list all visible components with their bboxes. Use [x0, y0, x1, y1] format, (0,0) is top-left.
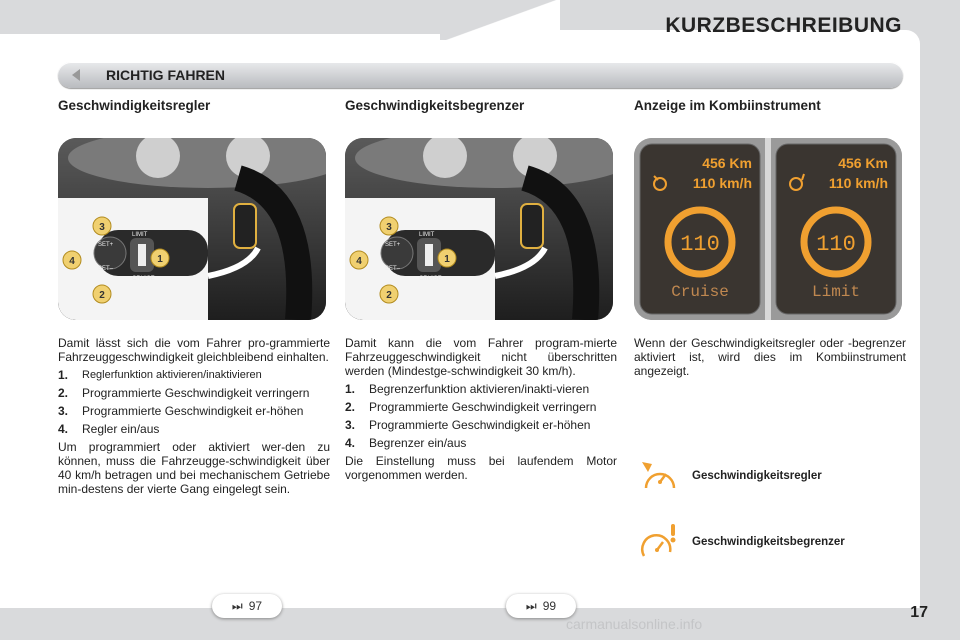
speed-limiter-icon — [640, 524, 680, 560]
section-banner — [58, 62, 903, 88]
badge-3: 3 — [99, 222, 105, 233]
item-text: Regler ein/aus — [82, 422, 160, 436]
intro-text: Damit lässt sich die vom Fahrer pro-grammierte Fahrzeuggeschwindigkeit gleichbleibend einhalten. — [58, 336, 330, 364]
column-speed-limiter — [345, 98, 617, 486]
item-number: 3. — [345, 418, 356, 432]
cruise-label: CRUISE — [132, 276, 155, 282]
steering-stalk-illustration — [345, 138, 613, 320]
intro-text: Wenn der Geschwindigkeitsregler oder -begrenzer aktiviert ist, wird dies im Kombiinstrument angezeigt. — [634, 336, 906, 378]
lcd-mode-right: Limit — [811, 283, 861, 301]
item-text: Programmierte Geschwindigkeit verringern — [82, 386, 310, 400]
column-instrument-display — [634, 98, 906, 382]
watermark: carmanualsonline.info — [566, 616, 703, 632]
item-number: 1. — [58, 368, 69, 382]
item-number: 1. — [345, 382, 356, 396]
column-heading: Anzeige im Kombiinstrument — [634, 98, 821, 113]
item-text: Programmierte Geschwindigkeit er-höhen — [82, 404, 304, 418]
steering-stalk-photo — [58, 138, 326, 320]
badge-3: 3 — [386, 222, 392, 233]
page-ref-number: 99 — [542, 599, 557, 613]
set-plus-label: SET+ — [98, 242, 114, 248]
banner-arrow-icon — [72, 69, 80, 81]
item-text: Begrenzer ein/aus — [369, 436, 467, 450]
lcd-speed-left: 110 km/h — [692, 175, 752, 191]
outro-text: Um programmiert oder aktiviert wer-den zu können, muss die Fahrzeugge-schwindigkeit über 40 km/h betragen und bei mechanischem Getriebe min-destens der vierte Gang eingelegt sein. — [58, 440, 330, 496]
item-text: Reglerfunktion aktivieren/inaktivieren — [82, 369, 262, 381]
limit-label: LIMIT — [132, 232, 148, 238]
fast-forward-icon: ⏭ — [231, 598, 243, 613]
steering-stalk-photo — [345, 138, 613, 320]
lcd-ring-value-left: 110 — [680, 232, 720, 257]
cruise-control-icon — [640, 458, 680, 494]
set-minus-label: SET– — [98, 266, 114, 272]
instrument-display-photo — [634, 138, 902, 320]
item-number: 2. — [58, 386, 69, 400]
legend-cruise-control — [640, 458, 920, 494]
lcd-speed-right: 110 km/h — [828, 175, 888, 191]
section-banner-label: RICHTIG FAHREN — [106, 67, 225, 83]
page-ref-97-button[interactable] — [212, 594, 282, 618]
legend-label: Geschwindigkeitsbegrenzer — [692, 536, 845, 548]
column-text — [634, 336, 906, 378]
column-text — [345, 336, 617, 482]
list-item — [345, 418, 617, 432]
list-item — [345, 436, 617, 450]
list-item — [58, 386, 330, 400]
badge-2: 2 — [99, 290, 105, 301]
item-number: 3. — [58, 404, 69, 418]
page-title: KURZBESCHREIBUNG — [665, 14, 902, 37]
page-number: 17 — [910, 604, 928, 621]
badge-1: 1 — [444, 254, 450, 265]
column-heading: Geschwindigkeitsbegrenzer — [345, 98, 525, 113]
badge-4: 4 — [356, 256, 362, 267]
list-item — [58, 422, 330, 436]
item-number: 4. — [345, 436, 356, 450]
list-item — [345, 382, 617, 396]
page-ref-99-button[interactable] — [506, 594, 576, 618]
column-cruise-control — [58, 98, 330, 500]
legend-label: Geschwindigkeitsregler — [692, 470, 822, 482]
item-text: Begrenzerfunktion aktivieren/inakti-vieren — [369, 382, 590, 396]
lcd-mode-left: Cruise — [671, 283, 729, 301]
item-number: 4. — [58, 422, 69, 436]
badge-1: 1 — [157, 254, 163, 265]
outro-text: Die Einstellung muss bei laufendem Motor vorgenommen werden. — [345, 454, 617, 482]
item-number: 2. — [345, 400, 356, 414]
list-item — [345, 400, 617, 414]
instrument-display-illustration — [634, 138, 902, 320]
fast-forward-icon: ⏭ — [525, 598, 537, 613]
tab-slope — [440, 0, 560, 40]
column-text — [58, 336, 330, 496]
set-plus-label: SET+ — [385, 242, 401, 248]
list-item — [58, 368, 330, 382]
limit-label: LIMIT — [419, 232, 435, 238]
legend-speed-limiter — [640, 524, 920, 560]
lcd-distance-right: 456 Km — [838, 155, 888, 171]
badge-2: 2 — [386, 290, 392, 301]
item-text: Programmierte Geschwindigkeit verringern — [369, 400, 597, 414]
set-minus-label: SET– — [385, 266, 401, 272]
steering-stalk-illustration — [58, 138, 326, 320]
lcd-distance-left: 456 Km — [702, 155, 752, 171]
column-heading: Geschwindigkeitsregler — [58, 98, 211, 113]
intro-text: Damit kann die vom Fahrer program-mierte Fahrzeuggeschwindigkeit nicht überschritten werden (Mindestge-schwindigkeit 30 km/h). — [345, 336, 617, 378]
page-ref-number: 97 — [248, 599, 263, 613]
lcd-ring-value-right: 110 — [816, 232, 856, 257]
cruise-label: CRUISE — [419, 276, 442, 282]
badge-4: 4 — [69, 256, 75, 267]
item-text: Programmierte Geschwindigkeit er-höhen — [369, 418, 591, 432]
list-item — [58, 404, 330, 418]
